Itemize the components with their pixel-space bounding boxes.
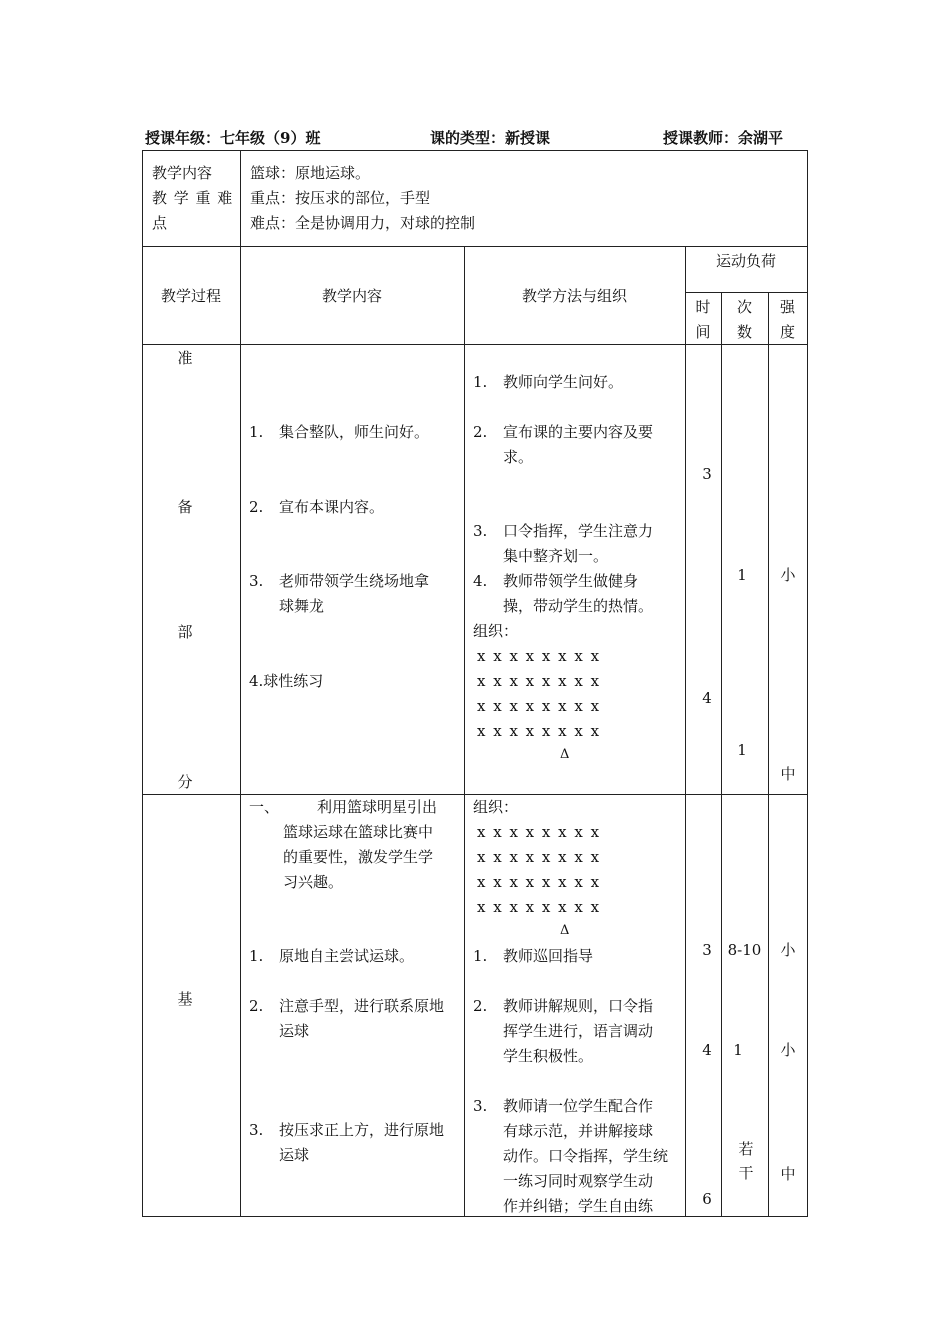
formation-row: x x x x x x x x	[477, 898, 600, 916]
prep-phase-char: 部	[177, 623, 193, 641]
formation-row: x x x x x x x x	[477, 873, 600, 891]
org-label: 组织：	[473, 622, 519, 640]
col-intensity: 强	[779, 298, 795, 316]
prep-count: 1	[737, 566, 747, 584]
top-label-content: 教学内容	[152, 164, 213, 182]
list-item: 宣布课的主要内容及要	[503, 423, 654, 441]
list-item: 集合整队，师生问好。	[279, 423, 430, 441]
basic-time: 3	[702, 941, 712, 959]
list-item: 教师向学生问好。	[503, 373, 624, 391]
list-item: 教师带领学生做健身	[503, 572, 639, 590]
col-intensity-cont: 度	[779, 323, 795, 341]
intro-line: 习兴趣。	[283, 873, 344, 891]
prep-phase-char: 准	[177, 349, 193, 367]
prep-count: 1	[737, 741, 747, 759]
prep-intensity: 小	[780, 566, 796, 584]
list-item-num: 3.	[249, 572, 264, 590]
col-load: 运动负荷	[715, 252, 776, 270]
basic-intensity: 中	[780, 1165, 796, 1183]
col-process: 教学过程	[160, 287, 221, 305]
list-item-num: 1.	[473, 373, 488, 391]
teacher-mark: Δ	[560, 747, 570, 762]
basic-intensity: 小	[780, 941, 796, 959]
list-item: 老师带领学生绕场地拿	[279, 572, 430, 590]
org-label: 组织：	[473, 798, 519, 816]
col-count: 次	[736, 298, 752, 316]
basic-count: 1	[733, 1041, 743, 1059]
list-item-cont: 有球示范，并讲解接球	[503, 1122, 654, 1140]
top-label-keypoints: 教 学 重 难	[152, 189, 234, 207]
list-item-num: 1.	[473, 947, 488, 965]
col-count-cont: 数	[736, 323, 752, 341]
basic-count: 8-10	[727, 941, 762, 959]
prep-phase-char: 备	[177, 498, 193, 516]
list-item: 4.球性练习	[249, 672, 324, 690]
formation-row: x x x x x x x x	[477, 848, 600, 866]
list-item: 教师巡回指导	[503, 947, 594, 965]
intro-line: 利用篮球明星引出	[317, 798, 438, 816]
list-item: 宣布本课内容。	[279, 498, 385, 516]
list-item-cont: 运球	[279, 1022, 310, 1040]
difficulty: 难点：全是协调用力，对球的控制	[250, 214, 476, 232]
list-item-cont: 求。	[503, 448, 534, 466]
prep-time: 3	[702, 465, 712, 483]
lesson-content: 篮球：原地运球。	[250, 164, 371, 182]
lesson-type-label: 课的类型：新授课	[430, 129, 551, 147]
list-item: 教师讲解规则，口令指	[503, 997, 654, 1015]
list-item-cont: 球舞龙	[279, 597, 325, 615]
prep-time: 4	[702, 689, 712, 707]
list-item-cont: 作并纠错；学生自由练	[503, 1197, 654, 1215]
list-item-num: 1.	[249, 947, 264, 965]
basic-phase-char: 基	[177, 990, 193, 1008]
basic-intensity: 小	[780, 1041, 796, 1059]
list-item: 注意手型，进行联系原地	[279, 997, 445, 1015]
list-item: 按压求正上方，进行原地	[279, 1121, 445, 1139]
basic-count: 若	[738, 1140, 754, 1158]
col-time: 时	[695, 298, 711, 316]
basic-time: 4	[702, 1041, 712, 1059]
list-item-cont: 运球	[279, 1146, 310, 1164]
list-item-num: 3.	[473, 1097, 488, 1115]
prep-phase-char: 分	[177, 773, 193, 791]
col-method: 教学方法与组织	[521, 287, 627, 305]
col-content: 教学内容	[321, 287, 382, 305]
teacher-label: 授课教师：余湖平	[663, 129, 784, 147]
formation-row: x x x x x x x x	[477, 722, 600, 740]
formation-row: x x x x x x x x	[477, 823, 600, 841]
intro-line: 篮球运球在篮球比赛中	[283, 823, 434, 841]
list-item-num: 3.	[249, 1121, 264, 1139]
basic-count: 干	[738, 1164, 754, 1182]
formation-row: x x x x x x x x	[477, 647, 600, 665]
basic-time: 6	[702, 1190, 712, 1208]
formation-row: x x x x x x x x	[477, 672, 600, 690]
col-time-cont: 间	[695, 323, 711, 341]
list-item-num: 2.	[473, 423, 488, 441]
list-item-cont: 动作。口令指挥，学生统	[503, 1147, 669, 1165]
list-item-cont: 一练习同时观察学生动	[503, 1172, 654, 1190]
intro-num: 一、	[249, 798, 280, 816]
list-item-num: 4.	[473, 572, 488, 590]
list-item-num: 1.	[249, 423, 264, 441]
list-item-num: 2.	[249, 498, 264, 516]
list-item: 口令指挥，学生注意力	[503, 522, 654, 540]
key-point: 重点：按压求的部位，手型	[250, 189, 431, 207]
list-item-cont: 集中整齐划一。	[503, 547, 609, 565]
list-item-cont: 挥学生进行，语言调动	[503, 1022, 654, 1040]
teacher-mark: Δ	[560, 923, 570, 938]
intro-line: 的重要性，激发学生学	[283, 848, 434, 866]
grade-label: 授课年级：七年级（9）班	[145, 129, 321, 147]
list-item-num: 2.	[473, 997, 488, 1015]
list-item-num: 2.	[249, 997, 264, 1015]
list-item: 原地自主尝试运球。	[279, 947, 415, 965]
list-item: 教师请一位学生配合作	[503, 1097, 654, 1115]
prep-intensity: 中	[780, 765, 796, 783]
list-item-num: 3.	[473, 522, 488, 540]
top-label-keypoints-cont: 点	[152, 214, 168, 232]
formation-row: x x x x x x x x	[477, 697, 600, 715]
list-item-cont: 学生积极性。	[503, 1047, 594, 1065]
list-item-cont: 操，带动学生的热情。	[503, 597, 654, 615]
